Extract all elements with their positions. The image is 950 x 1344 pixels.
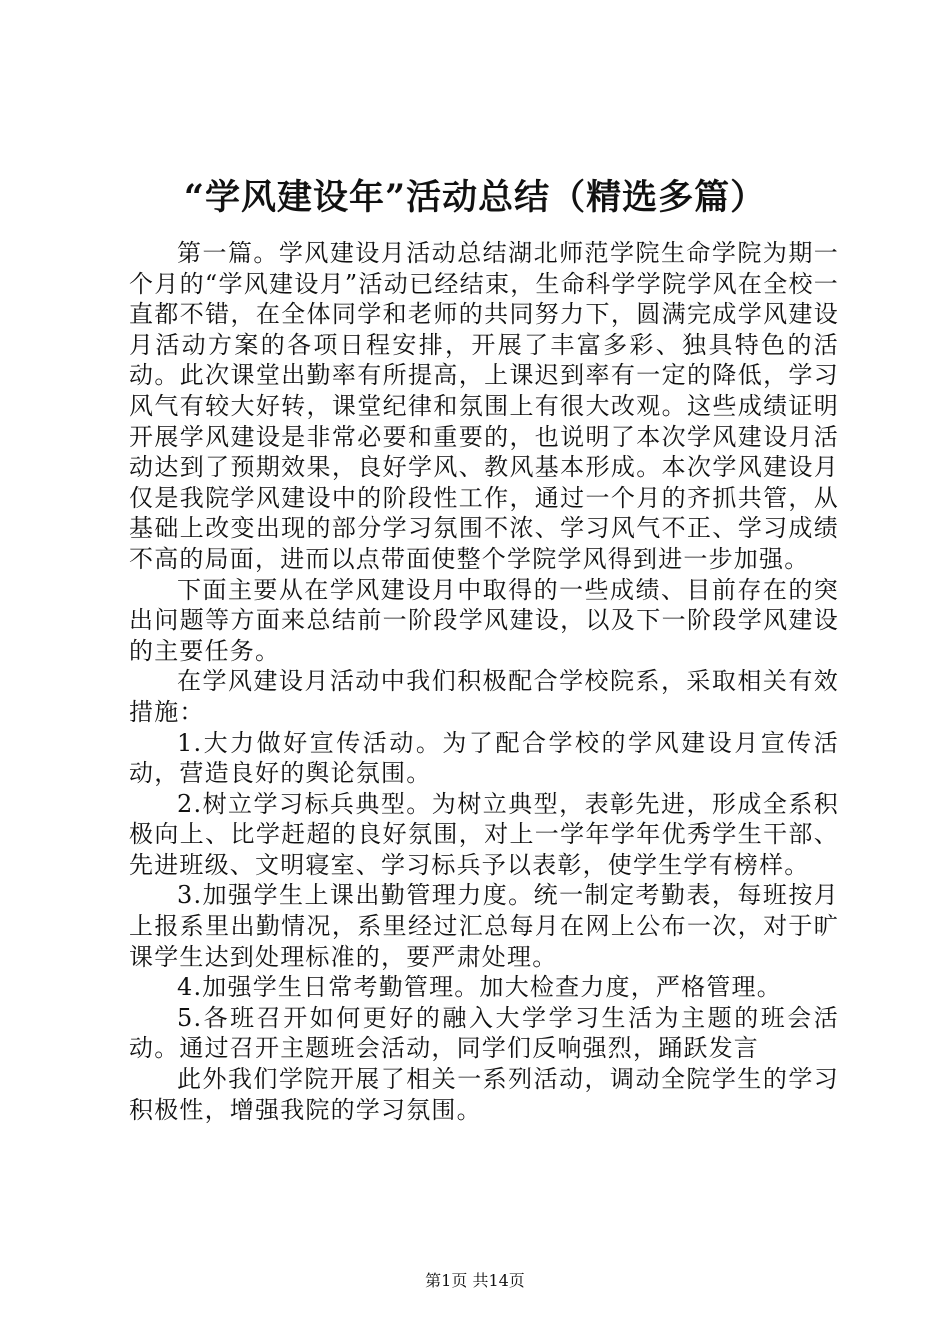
document-body <box>129 238 839 1125</box>
paragraph-2: 下面主要从在学风建设月中取得的一些成绩、目前存在的突出问题等方面来总结前一阶段学风建设，以及下一阶段学风建设的主要任务。 <box>129 575 839 665</box>
document-title: “学风建设年”活动总结（精选多篇） <box>183 177 767 218</box>
paragraph-7: 4.加强学生日常考勤管理。加大检查力度，严格管理。 <box>177 973 782 1002</box>
paragraph-9: 此外我们学院开展了相关一系列活动，调动全院学生的学习积极性，增强我院的学习氛围。 <box>129 1065 839 1124</box>
paragraph-1: 第一篇。学风建设月活动总结湖北师范学院生命学院为期一个月的“学风建设月”活动已经结束，生命科学学院学风在全校一直都不错，在全体同学和老师的共同努力下，圆满完成学风建设月活动方案的各项日程安排，开展了丰富多彩、独具特色的活动。此次课堂出勤率有所提高，上课迟到率有一定的降低，学习风气有较大好转，课堂纪律和氛围上有很大改观。这些成绩证明开展学风建设是非常必要和重要的，也说明了本次学风建设月活动达到了预期效果，良好学风、教风基本形成。本次学风建设月仅是我院学风建设中的阶段性工作，通过一个月的齐抓共管，从基础上改变出现的部分学习氛围不浓、学习风气不正、学习成绩不高的局面，进而以点带面使整个学院学风得到进一步加强。 <box>129 239 839 573</box>
page-footer: 第1页 共14页 <box>425 1271 525 1290</box>
paragraph-8: 5.各班召开如何更好的融入大学学习生活为主题的班会活动。通过召开主题班会活动，同学们反响强烈，踊跃发言 <box>129 1003 839 1063</box>
paragraph-4: 1.大力做好宣传活动。为了配合学校的学风建设月宣传活动，营造良好的舆论氛围。 <box>129 728 839 788</box>
paragraph-6: 3.加强学生上课出勤管理力度。统一制定考勤表，每班按月上报系里出勤情况，系里经过汇总每月在网上公布一次，对于旷课学生达到处理标准的，要严肃处理。 <box>129 881 839 971</box>
paragraph-3: 在学风建设月活动中我们积极配合学校院系，采取相关有效措施： <box>129 667 839 726</box>
paragraph-5: 2.树立学习标兵典型。为树立典型，表彰先进，形成全系积极向上、比学赶超的良好氛围，对上一学年学年优秀学生干部、先进班级、文明寝室、学习标兵予以表彰，使学生学有榜样。 <box>129 789 839 879</box>
